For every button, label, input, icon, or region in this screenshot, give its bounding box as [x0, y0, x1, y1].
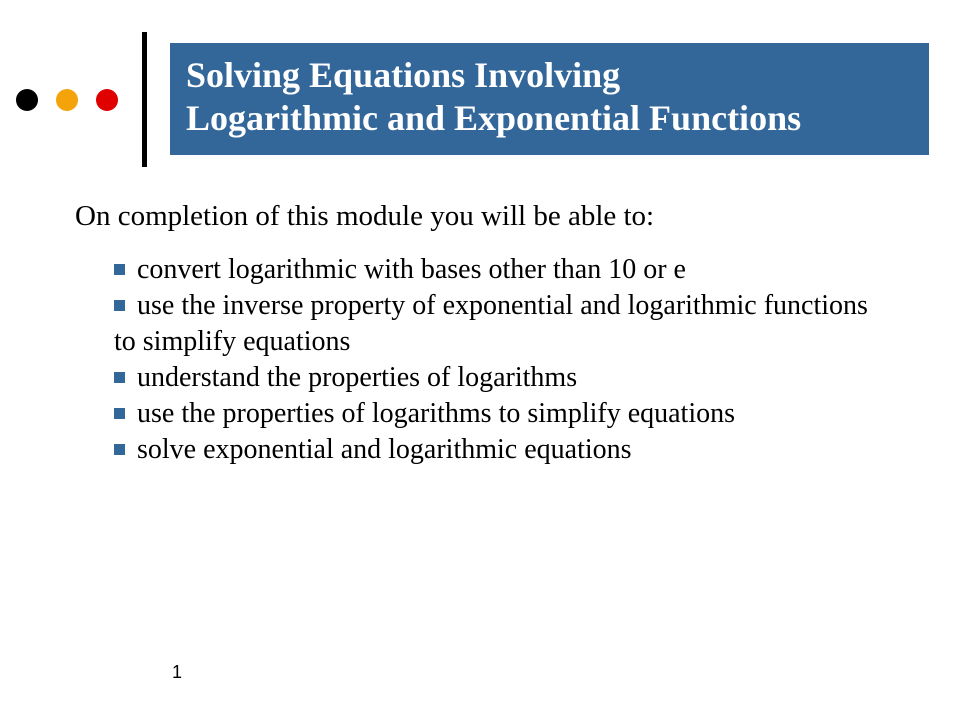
- decorative-dot-red: [96, 89, 118, 111]
- slide-title-line-2: Logarithmic and Exponential Functions: [186, 98, 802, 138]
- square-bullet-icon: [114, 300, 125, 311]
- slide-title-line-1: Solving Equations Involving: [186, 55, 621, 95]
- intro-text: On completion of this module you will be able to:: [75, 200, 655, 232]
- objective-text: solve exponential and logarithmic equations: [137, 434, 632, 465]
- list-item: [114, 396, 894, 432]
- decorative-dot-black: [16, 89, 38, 111]
- list-item: [114, 288, 894, 360]
- decorative-vertical-bar: [142, 32, 147, 167]
- square-bullet-icon: [114, 408, 125, 419]
- slide-title-banner: [170, 43, 929, 155]
- objective-text: understand the properties of logarithms: [137, 362, 578, 393]
- objective-text: use the inverse property of exponential and logarithmic functions to simplify equations: [114, 290, 868, 357]
- list-item: [114, 360, 894, 396]
- page-number: 1: [172, 662, 183, 682]
- decorative-dot-orange: [56, 89, 78, 111]
- list-item: [114, 252, 894, 288]
- list-item: [114, 432, 894, 468]
- objective-text: use the properties of logarithms to simplify equations: [137, 398, 736, 429]
- square-bullet-icon: [114, 372, 125, 383]
- objectives-list: [114, 252, 894, 468]
- square-bullet-icon: [114, 444, 125, 455]
- objective-text: convert logarithmic with bases other than 10 or e: [137, 254, 686, 285]
- square-bullet-icon: [114, 264, 125, 275]
